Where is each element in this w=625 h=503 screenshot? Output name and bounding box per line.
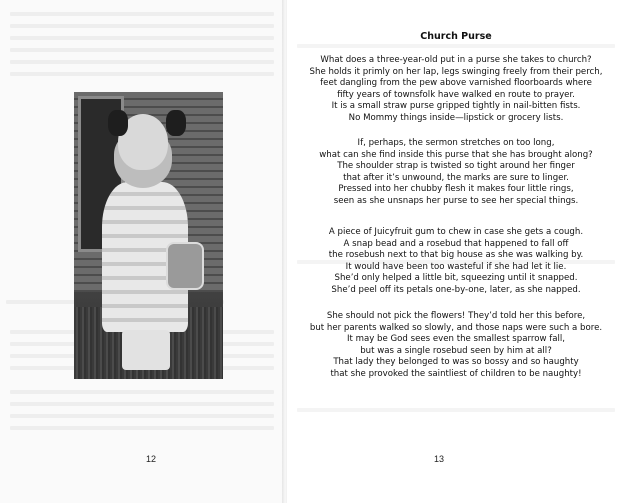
poem-line: No Mommy things inside—lipstick or grocery lists. xyxy=(348,112,564,123)
bleed-through-line xyxy=(10,48,274,52)
stanza-4 xyxy=(287,311,625,381)
poem-line: She holds it primly on her lap, legs swinging freely from their perch, xyxy=(309,66,603,77)
poem-line: If, perhaps, the sermon stretches on too long, xyxy=(357,138,555,148)
poem-line: fifty years of townsfolk have walked en route to prayer. xyxy=(337,89,575,100)
poem-line: what can she find inside this purse that she has brought along? xyxy=(319,149,593,160)
bleed-through-line xyxy=(10,24,274,28)
hair-bow-right xyxy=(166,110,186,136)
bleed-through-line xyxy=(10,60,274,64)
poem-line: It is a small straw purse gripped tightly in nail-bitten fists. xyxy=(331,101,581,112)
page-number-right: 13 xyxy=(434,454,445,464)
bleed-through-line xyxy=(10,72,274,76)
poem-line: that after it’s unwound, the marks are sure to linger. xyxy=(343,172,569,183)
poem-line: feet dangling from the pew above varnished floorboards where xyxy=(320,78,592,89)
hair-bow-left xyxy=(108,110,128,136)
bleed-through-line xyxy=(10,414,274,418)
poem-line: the rosebush next to that big house as she was walking by. xyxy=(328,250,584,261)
poem-line: She’d only helped a little bit, squeezing until it snapped. xyxy=(334,273,578,284)
poem-line: That lady they belonged to was so bossy and so haughty xyxy=(333,357,579,368)
poem-line: A snap bead and a rosebud that happened to fall off xyxy=(343,238,569,249)
straw-purse xyxy=(166,242,204,290)
poem-line: seen as she unsnaps her purse to see her special things. xyxy=(333,195,579,206)
bleed-through-line xyxy=(297,408,615,412)
left-page xyxy=(0,0,284,503)
page-number-left: 12 xyxy=(146,454,157,464)
bleed-through-line xyxy=(10,36,274,40)
bleed-through-line xyxy=(10,12,274,16)
poem-line: It may be God sees even the smallest sparrow fall, xyxy=(346,334,566,345)
poem-title: Church Purse xyxy=(420,31,492,42)
poem-line: that she provoked the saintliest of children to be naughty! xyxy=(330,368,582,379)
poem-line: She should not pick the flowers! They’d told her this before, xyxy=(326,311,586,321)
poem-line: A piece of Juicyfruit gum to chew in case she gets a cough. xyxy=(328,227,584,237)
poem-line: She’d peel off its petals one-by-one, later, as she napped. xyxy=(331,284,581,295)
girl-with-purse-photo xyxy=(74,92,223,379)
stanza-1 xyxy=(287,55,625,125)
poem-line: What does a three-year-old put in a purse she takes to church? xyxy=(320,55,592,65)
bleed-through-line xyxy=(10,426,274,430)
poem-line: It would have been too wasteful if she had let it lie. xyxy=(345,261,567,272)
poem-line: Pressed into her chubby flesh it makes four little rings, xyxy=(338,184,574,195)
poem-line: The shoulder strap is twisted so tight around her finger xyxy=(337,161,575,172)
bleed-through-line xyxy=(10,402,274,406)
bleed-through-line xyxy=(10,390,274,394)
stanza-3 xyxy=(287,227,625,297)
legs-and-socks xyxy=(122,330,170,370)
stanza-2 xyxy=(287,138,625,208)
poem-line: but was a single rosebud seen by him at all? xyxy=(360,345,552,356)
right-page xyxy=(287,0,625,503)
poem-line: but her parents walked so slowly, and those naps were such a bore. xyxy=(309,322,603,333)
bleed-through-line xyxy=(297,44,615,48)
